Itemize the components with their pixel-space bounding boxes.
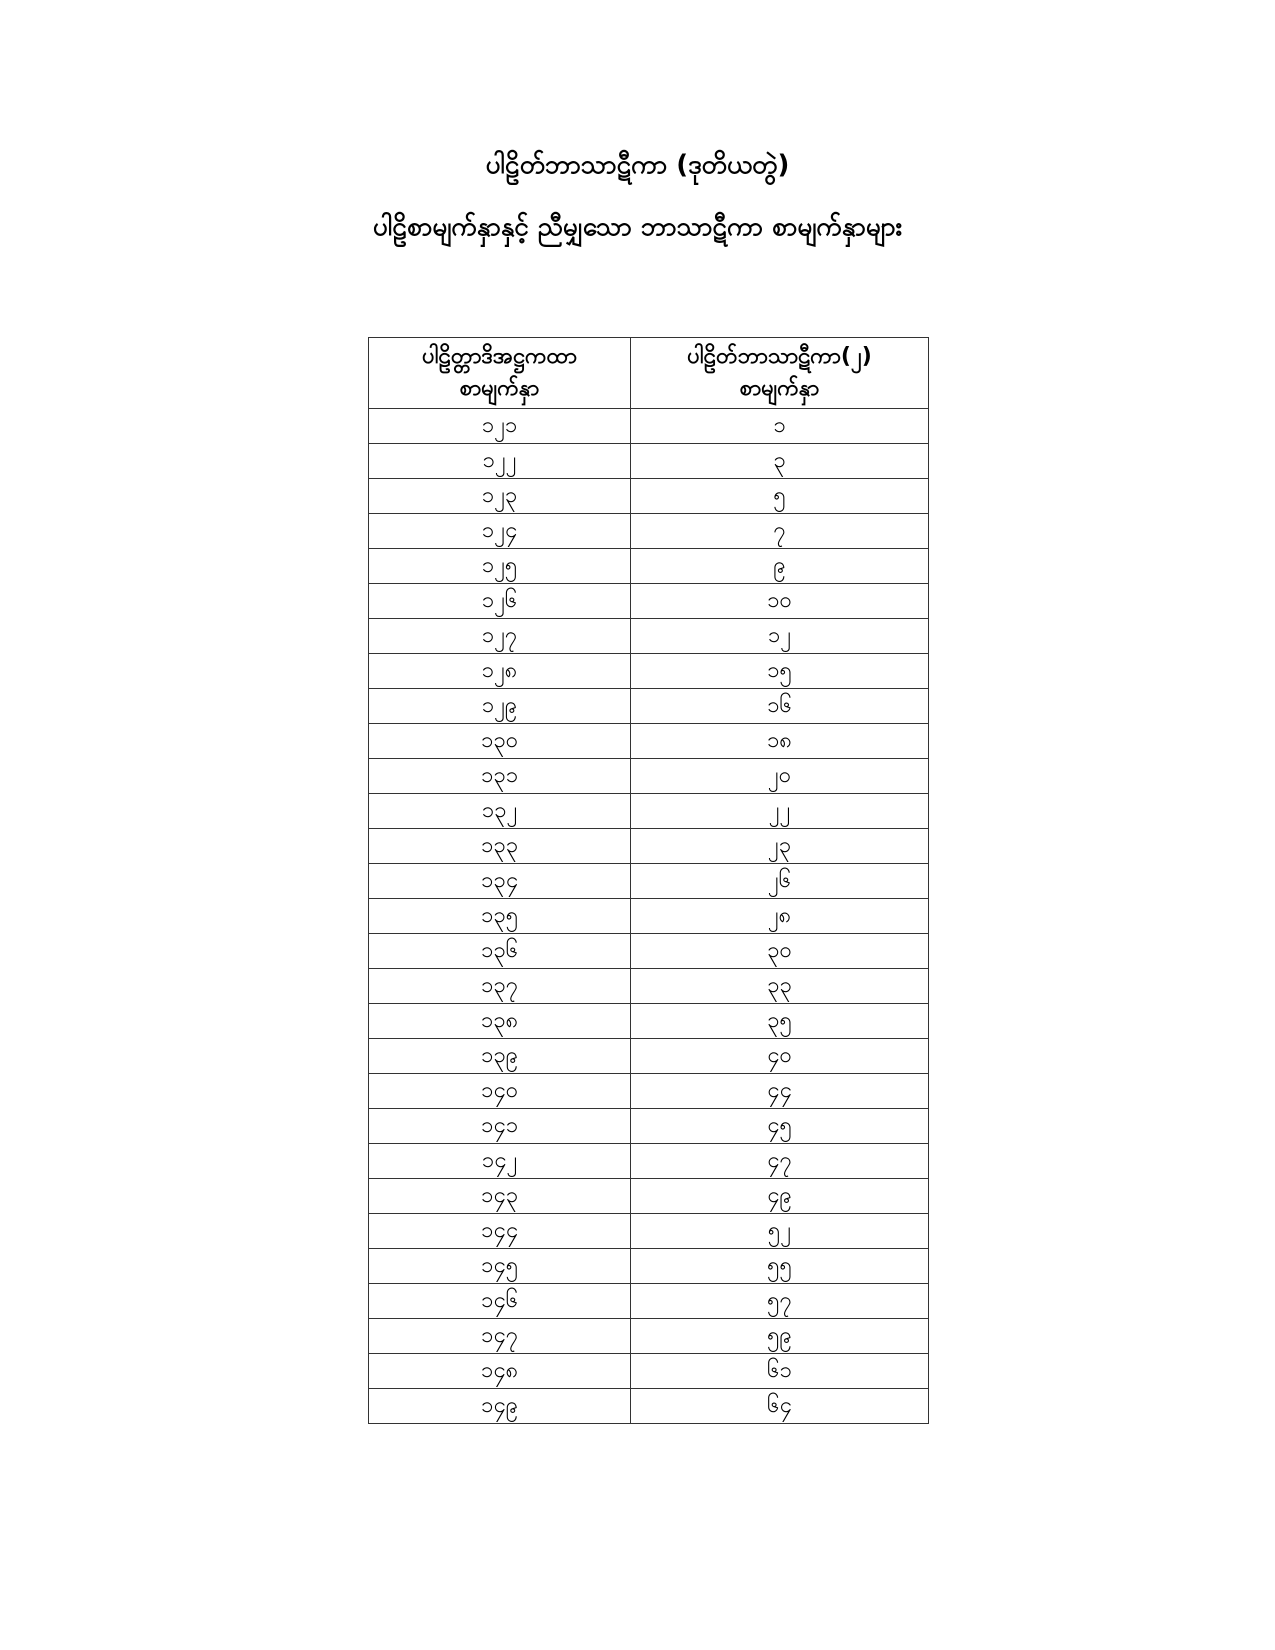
table-row [369,1144,929,1179]
tika-page-cell: ၃၅ [631,1004,929,1039]
table-row [369,444,929,479]
table-row [369,409,929,444]
table-row [369,1039,929,1074]
atthakatha-page-cell: ၁၃၂ [369,794,631,829]
atthakatha-page-cell: ၁၃၇ [369,969,631,1004]
table-row [369,1284,929,1319]
tika-page-cell: ၇ [631,514,929,549]
tika-page-cell: ၁၈ [631,724,929,759]
table-row [369,1074,929,1109]
tika-page-cell: ၂၀ [631,759,929,794]
table-row [369,794,929,829]
table-row [369,549,929,584]
tika-page-cell: ၄၀ [631,1039,929,1074]
atthakatha-page-cell: ၁၃၄ [369,864,631,899]
column-header-line: စာမျက်နှာ [739,376,820,401]
atthakatha-page-cell: ၁၄၅ [369,1249,631,1284]
atthakatha-page-cell: ၁၂၅ [369,549,631,584]
tika-page-cell: ၁၂ [631,619,929,654]
page-mapping-table [368,337,929,1424]
tika-page-cell: ၃ [631,444,929,479]
table-row [369,619,929,654]
atthakatha-page-cell: ၁၂၃ [369,479,631,514]
tika-page-cell: ၂၆ [631,864,929,899]
atthakatha-page-cell: ၁၂၉ [369,689,631,724]
column-header-line: ပါဠိတ္တာဒိအဋ္ဌကထာ [422,344,577,369]
table-row [369,654,929,689]
atthakatha-page-cell: ၁၄၈ [369,1354,631,1389]
tika-page-cell: ၅၂ [631,1214,929,1249]
table-row [369,864,929,899]
tika-page-cell: ၆၁ [631,1354,929,1389]
tika-page-cell: ၁ [631,409,929,444]
column-header-tika-page [631,338,929,409]
column-header-line: ပါဠိတ်ဘာသာဋီကာ(၂) [687,344,872,369]
tika-page-cell: ၂၂ [631,794,929,829]
table-row [369,1214,929,1249]
atthakatha-page-cell: ၁၄၆ [369,1284,631,1319]
table-row [369,1389,929,1424]
atthakatha-page-cell: ၁၄၉ [369,1389,631,1424]
table-header-row [369,338,929,409]
document-subtitle: ပါဠိစာမျက်နှာနှင့် ညီမျှသော ဘာသာဋီကာ စာမျက်နှာများ [372,212,903,242]
tika-page-cell: ၁၆ [631,689,929,724]
atthakatha-page-cell: ၁၂၇ [369,619,631,654]
atthakatha-page-cell: ၁၄၄ [369,1214,631,1249]
document-title: ပါဠိတ်ဘာသာဋီကာ (ဒုတိယတွဲ) [485,150,790,180]
table-row [369,759,929,794]
tika-page-cell: ၄၄ [631,1074,929,1109]
table-row [369,1109,929,1144]
tika-page-cell: ၄၅ [631,1109,929,1144]
table-row [369,479,929,514]
atthakatha-page-cell: ၁၃၅ [369,899,631,934]
tika-page-cell: ၃၃ [631,969,929,1004]
tika-page-cell: ၂၈ [631,899,929,934]
column-header-atthakatha-page [369,338,631,409]
atthakatha-page-cell: ၁၂၁ [369,409,631,444]
atthakatha-page-cell: ၁၄၇ [369,1319,631,1354]
tika-page-cell: ၅ [631,479,929,514]
atthakatha-page-cell: ၁၄၂ [369,1144,631,1179]
atthakatha-page-cell: ၁၃၉ [369,1039,631,1074]
table-row [369,689,929,724]
atthakatha-page-cell: ၁၃၃ [369,829,631,864]
tika-page-cell: ၃၀ [631,934,929,969]
tika-page-cell: ၉ [631,549,929,584]
table-row [369,584,929,619]
atthakatha-page-cell: ၁၃၀ [369,724,631,759]
atthakatha-page-cell: ၁၄၁ [369,1109,631,1144]
table-row [369,899,929,934]
atthakatha-page-cell: ၁၃၆ [369,934,631,969]
atthakatha-page-cell: ၁၃၈ [369,1004,631,1039]
column-header-line: စာမျက်နှာ [459,376,540,401]
table-row [369,1354,929,1389]
tika-page-cell: ၄၇ [631,1144,929,1179]
table-row [369,1319,929,1354]
table-row [369,1179,929,1214]
tika-page-cell: ၆၄ [631,1389,929,1424]
atthakatha-page-cell: ၁၄၃ [369,1179,631,1214]
atthakatha-page-cell: ၁၂၂ [369,444,631,479]
table-row [369,934,929,969]
atthakatha-page-cell: ၁၃၁ [369,759,631,794]
tika-page-cell: ၁၀ [631,584,929,619]
tika-page-cell: ၅၉ [631,1319,929,1354]
tika-page-cell: ၁၅ [631,654,929,689]
tika-page-cell: ၄၉ [631,1179,929,1214]
table-row [369,829,929,864]
atthakatha-page-cell: ၁၄၀ [369,1074,631,1109]
atthakatha-page-cell: ၁၂၆ [369,584,631,619]
table-row [369,514,929,549]
table-row [369,724,929,759]
table-row [369,1004,929,1039]
atthakatha-page-cell: ၁၂၈ [369,654,631,689]
table-row [369,969,929,1004]
tika-page-cell: ၅၇ [631,1284,929,1319]
atthakatha-page-cell: ၁၂၄ [369,514,631,549]
tika-page-cell: ၂၃ [631,829,929,864]
tika-page-cell: ၅၅ [631,1249,929,1284]
table-row [369,1249,929,1284]
